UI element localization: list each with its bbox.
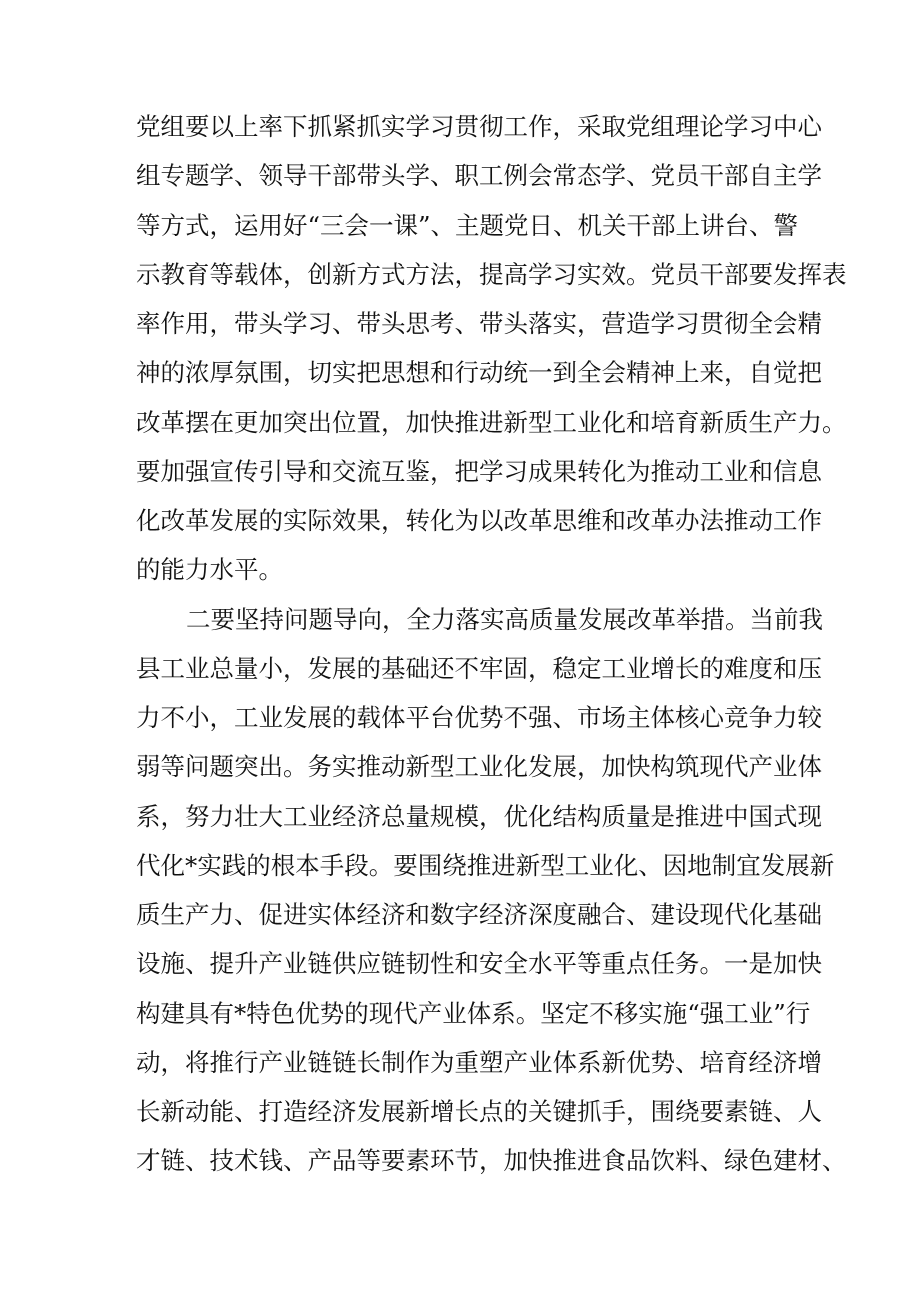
paragraph-line: 代化*实践的根本手段。要围绕推进新型工业化、因地制宜发展新 [136, 851, 835, 880]
paragraph-line: 的能力水平。 [136, 555, 283, 584]
paragraph-line: 党组要以上率下抓紧抓实学习贯彻工作，采取党组理论学习中心 [136, 112, 822, 141]
paragraph-line: 才链、技术钱、产品等要素环节，加快推进食品饮料、绿色建材、 [136, 1146, 847, 1175]
paragraph-line: 率作用，带头学习、带头思考、带头落实，营造学习贯彻全会精 [136, 309, 822, 338]
paragraph-line: 力不小，工业发展的载体平台优势不强、市场主体核心竞争力较 [136, 703, 822, 732]
paragraph-line: 等方式，运用好“三会一课”、主题党日、机关干部上讲台、警 [136, 211, 799, 240]
paragraph-line: 组专题学、领导干部带头学、职工例会常态学、党员干部自主学 [136, 161, 822, 190]
paragraph-line: 改革摆在更加突出位置，加快推进新型工业化和培育新质生产力。 [136, 408, 847, 437]
paragraph-line: 化改革发展的实际效果，转化为以改革思维和改革办法推动工作 [136, 506, 822, 535]
paragraph-line: 弱等问题突出。务实推动新型工业化发展，加快构筑现代产业体 [136, 752, 822, 781]
paragraph-line: 系，努力壮大工业经济总量规模，优化结构质量是推进中国式现 [136, 802, 822, 831]
paragraph-line: 神的浓厚氛围，切实把思想和行动统一到全会精神上来，自觉把 [136, 358, 822, 387]
paragraph-line: 构建具有*特色优势的现代产业体系。坚定不移实施“强工业”行 [136, 999, 811, 1028]
paragraph-line: 动，将推行产业链链长制作为重塑产业体系新优势、培育经济增 [136, 1048, 822, 1077]
paragraph-line: 要加强宣传引导和交流互鉴，把学习成果转化为推动工业和信息 [136, 457, 822, 486]
paragraph-first-line: 二要坚持问题导向，全力落实高质量发展改革举措。当前我 [186, 605, 823, 634]
paragraph-line: 质生产力、促进实体经济和数字经济深度融合、建设现代化基础 [136, 900, 822, 929]
paragraph-line: 长新动能、打造经济发展新增长点的关键抓手，围绕要素链、人 [136, 1097, 822, 1126]
paragraph-line: 县工业总量小，发展的基础还不牢固，稳定工业增长的难度和压 [136, 654, 822, 683]
paragraph-line: 示教育等载体，创新方式方法，提高学习实效。党员干部要发挥表 [136, 260, 847, 289]
paragraph-line: 设施、提升产业链供应链韧性和安全水平等重点任务。一是加快 [136, 949, 822, 978]
